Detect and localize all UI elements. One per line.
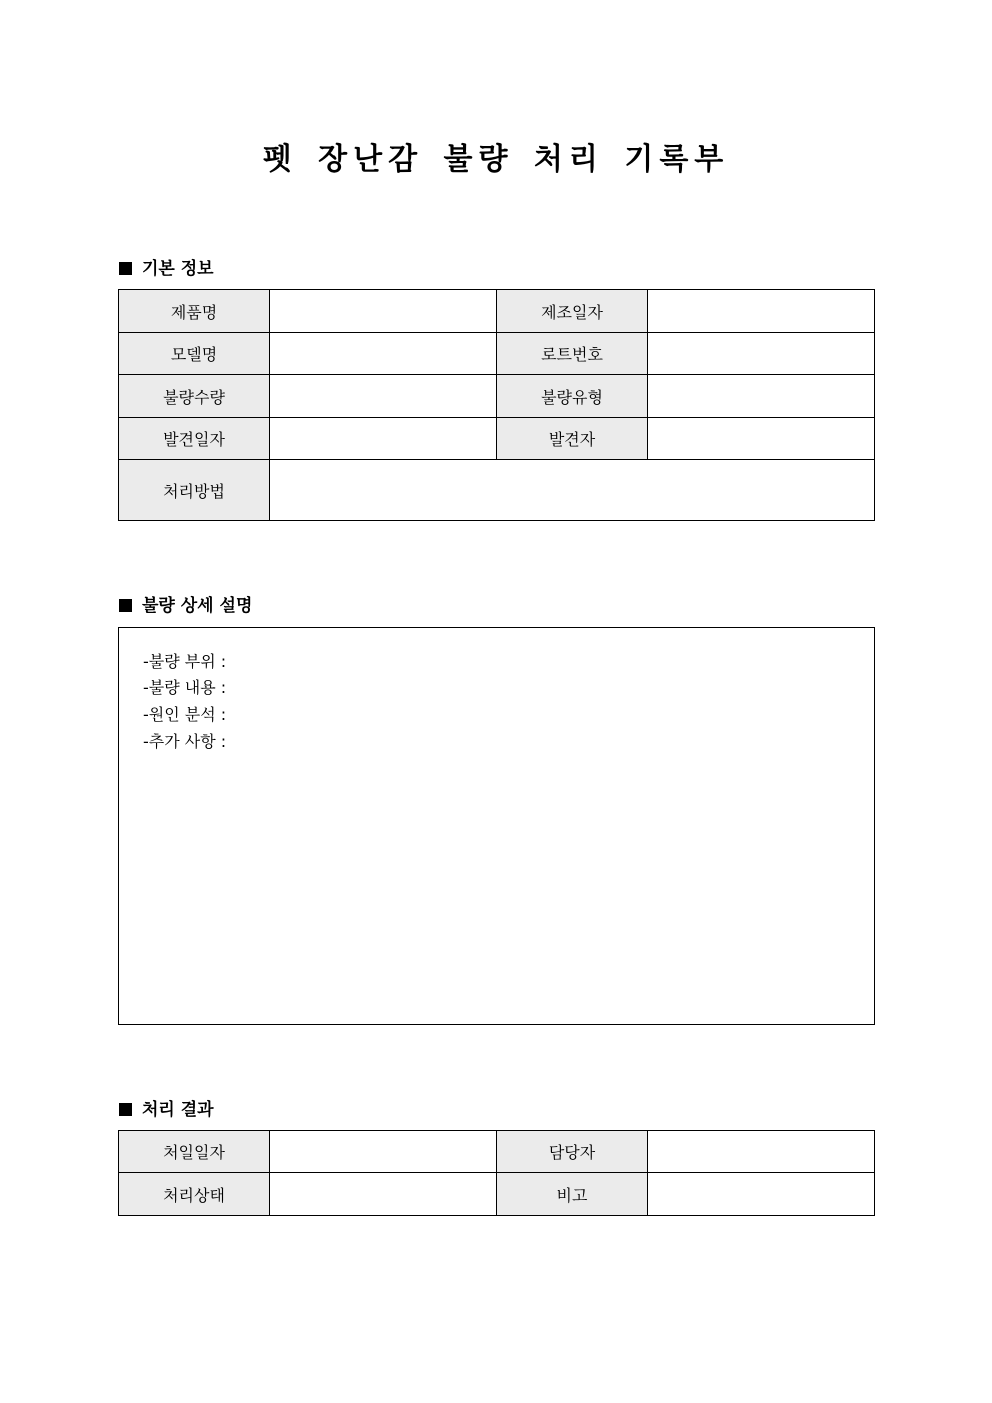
lot-number-field[interactable] — [648, 333, 875, 375]
manager-field[interactable] — [648, 1131, 875, 1173]
handling-method-field[interactable] — [270, 460, 875, 521]
defect-type-field[interactable] — [648, 375, 875, 418]
discoverer-field[interactable] — [648, 418, 875, 460]
remarks-field[interactable] — [648, 1173, 875, 1216]
section-label: 처리 결과 — [142, 1100, 214, 1120]
label-lot-number: 로트번호 — [497, 333, 648, 375]
label-manager: 담당자 — [497, 1131, 648, 1173]
model-name-field[interactable] — [270, 333, 497, 375]
result-table — [118, 1130, 875, 1216]
section-label: 불량 상세 설명 — [142, 596, 253, 616]
label-manufacture-date: 제조일자 — [497, 290, 648, 333]
detail-line-cause-analysis: -원인 분석 : — [143, 705, 227, 724]
label-product-name: 제품명 — [119, 290, 270, 333]
square-bullet-icon — [119, 262, 132, 275]
product-name-field[interactable] — [270, 290, 497, 333]
label-defect-type: 불량유형 — [497, 375, 648, 418]
square-bullet-icon — [119, 1103, 132, 1116]
label-status: 처리상태 — [119, 1173, 270, 1216]
detail-line-defect-area: -불량 부위 : — [143, 652, 227, 671]
detail-line-defect-content: -불량 내용 : — [143, 678, 227, 697]
discovery-date-field[interactable] — [270, 418, 497, 460]
status-field[interactable] — [270, 1173, 497, 1216]
label-remarks: 비고 — [497, 1173, 648, 1216]
label-handling-method: 처리방법 — [119, 460, 270, 521]
section-heading-result — [119, 1095, 214, 1120]
basic-info-table — [118, 289, 875, 521]
label-defect-quantity: 불량수량 — [119, 375, 270, 418]
label-handling-date: 처일일자 — [119, 1131, 270, 1173]
section-heading-detail — [119, 591, 252, 616]
manufacture-date-field[interactable] — [648, 290, 875, 333]
detail-line-additional: -추가 사항 : — [143, 732, 227, 751]
label-discovery-date: 발견일자 — [119, 418, 270, 460]
square-bullet-icon — [119, 599, 132, 612]
page-title: 펫 장난감 불량 처리 기록부 — [262, 142, 730, 177]
section-label: 기본 정보 — [142, 259, 214, 279]
label-model-name: 모델명 — [119, 333, 270, 375]
defect-quantity-field[interactable] — [270, 375, 497, 418]
section-heading-basic — [119, 254, 214, 279]
label-discoverer: 발견자 — [497, 418, 648, 460]
defect-detail-box[interactable] — [118, 627, 875, 1025]
handling-date-field[interactable] — [270, 1131, 497, 1173]
